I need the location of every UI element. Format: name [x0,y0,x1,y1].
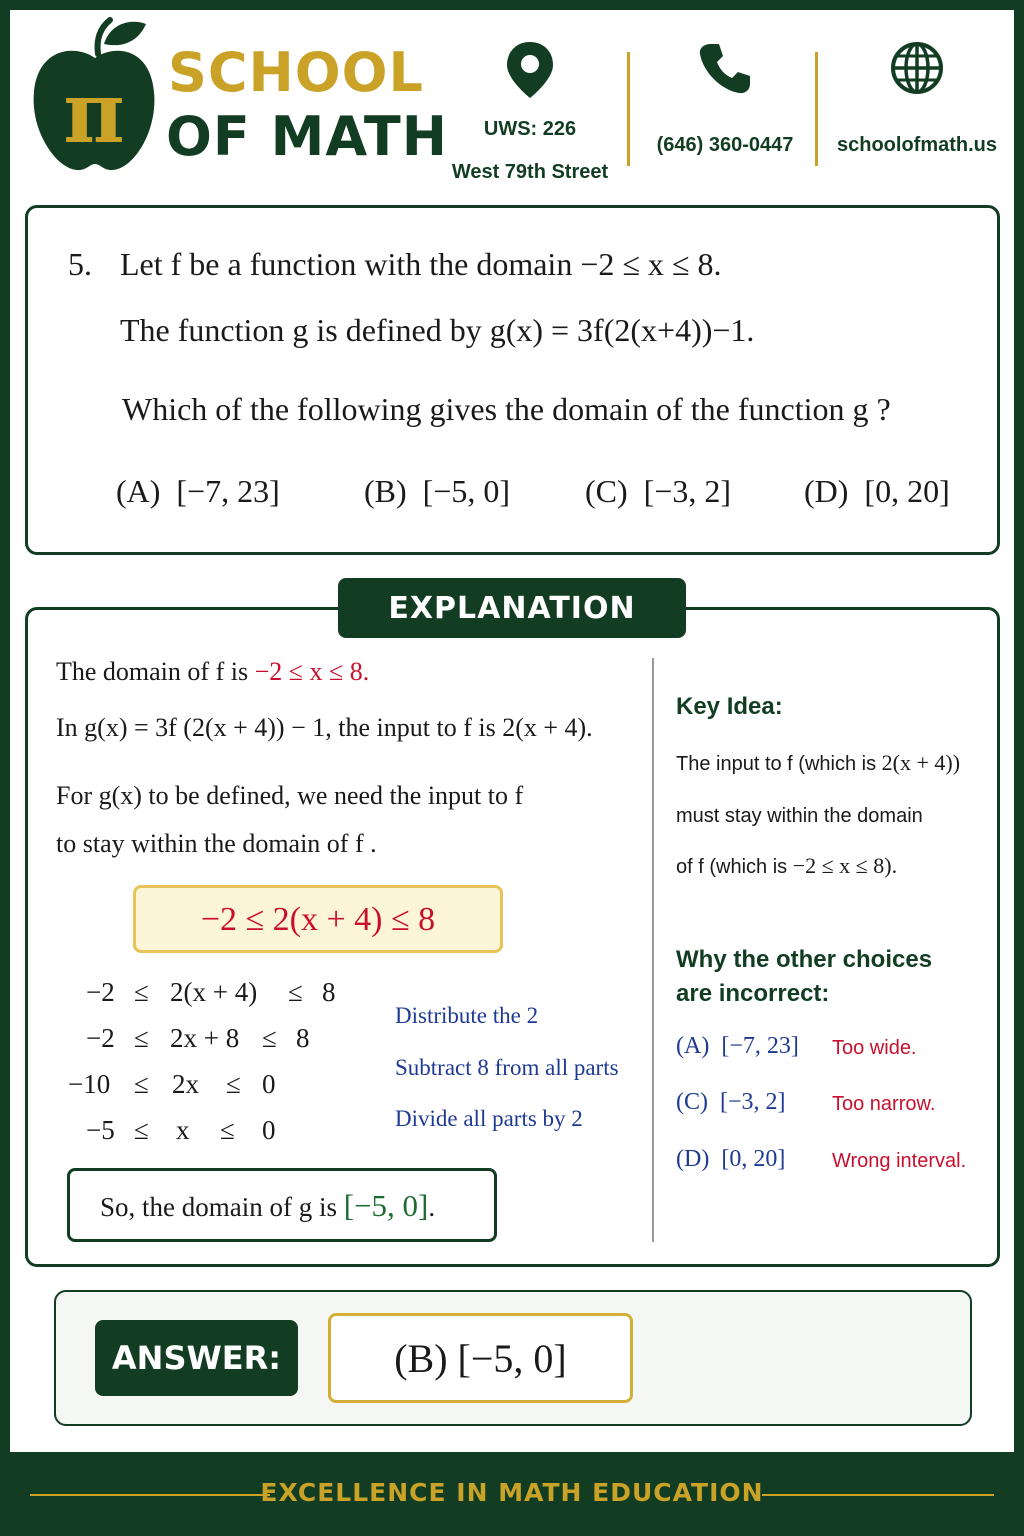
key-idea-title: Key Idea: [676,693,783,720]
phone-block [640,40,810,159]
address-line1: UWS: 226 [483,118,577,140]
why-value: [−7, 23] [721,1033,799,1059]
why-reason: Too wide. [832,1037,917,1059]
choice-value: [−3, 2] [643,473,732,509]
step-op: ≤ [226,1069,241,1099]
conclusion-text: So, the domain of g is [100,1192,344,1222]
website-block [828,40,1006,159]
why-letter: (A) [676,1033,710,1059]
step-left: −10 [68,1069,111,1099]
why-value: [−3, 2] [720,1089,786,1115]
conclusion-end: . [428,1192,436,1222]
explanation-line3: For g(x) to be defined, we need the input to f [56,781,524,810]
map-pin-icon [504,40,556,100]
step-middle: 2(x + 4) [170,977,258,1007]
choice-letter: (C) [585,473,628,509]
why-choice-c [676,1089,786,1116]
explanation-line1 [56,657,369,687]
question-line2 [120,312,754,349]
choice-c[interactable] [585,473,731,510]
why-reason: Too narrow. [832,1093,936,1115]
header-divider [627,52,630,166]
choice-b[interactable] [364,473,510,510]
key-idea-line3-math: −2 ≤ x ≤ 8). [792,853,898,878]
why-letter: (C) [676,1089,708,1115]
brand-name-line2: OF MATH [166,105,448,168]
step-left: −5 [86,1115,115,1145]
step-right: 0 [262,1115,276,1145]
header-divider [815,52,818,166]
key-idea-line1-text: The input to f (which is [676,753,882,775]
why-choice-d [676,1146,785,1173]
step-right: 8 [296,1023,310,1053]
conclusion-value: [−5, 0] [343,1188,429,1223]
step-op: ≤ [262,1023,277,1053]
why-choice-a [676,1033,799,1060]
key-idea-line3-text: of f (which is [676,856,793,878]
step-note: Subtract 8 from all parts [395,1055,619,1080]
question-line2-text: The function g is defined by [120,312,490,348]
step-left: −2 [86,977,115,1007]
address-line2: West 79th Street [451,161,609,183]
answer-label: ANSWER: [95,1320,298,1396]
why-letter: (D) [676,1146,710,1172]
step-op: ≤ [134,977,149,1007]
answer-value: (B) [−5, 0] [328,1313,633,1403]
question-box [25,205,1000,555]
step-op: ≤ [134,1023,149,1053]
choice-value: [−7, 23] [176,473,280,509]
svg-text:π: π [63,63,125,162]
step-left: −2 [86,1023,115,1053]
apple-pi-logo-icon [30,14,160,174]
why-title [676,943,932,1011]
question-line3: Which of the following gives the domain of the function g ? [122,391,891,427]
question-formula: g(x) = 3f(2(x+4))−1. [489,312,755,348]
key-idea-line1 [676,750,960,776]
why-reason: Wrong interval. [832,1150,967,1172]
choice-letter: (B) [364,473,407,509]
domain-of-f: −2 ≤ x ≤ 8. [254,657,370,686]
step-right: 8 [322,977,336,1007]
explanation-title: EXPLANATION [338,578,686,638]
step-note: Distribute the 2 [395,1003,539,1028]
step-middle: 2x + 8 [170,1023,240,1053]
choice-letter: (A) [116,473,161,509]
footer-tagline: EXCELLENCE IN MATH EDUCATION [260,1478,764,1507]
step-middle: 2x [172,1069,199,1099]
key-idea-line2: must stay within the domain [676,805,923,827]
choice-letter: (D) [804,473,849,509]
step-right: 0 [262,1069,276,1099]
phone-number[interactable]: (646) 360-0447 [656,134,794,156]
choice-value: [0, 20] [864,473,950,509]
globe-icon [889,40,945,96]
choice-d[interactable] [804,473,950,510]
why-title-line2: are incorrect: [676,980,830,1007]
step-op: ≤ [220,1115,235,1145]
key-idea-line1-math: 2(x + 4)) [881,750,961,775]
phone-icon [697,40,753,96]
why-value: [0, 20] [721,1146,786,1172]
explanation-line1-text: The domain of f is [56,657,255,686]
question-line1: Let f be a function with the domain −2 ≤ x ≤ 8. [120,246,722,282]
website-link[interactable]: schoolofmath.us [836,134,997,156]
step-op: ≤ [134,1069,149,1099]
question-number: 5. [68,246,92,282]
step-note: Divide all parts by 2 [395,1106,583,1131]
key-inequality: −2 ≤ 2(x + 4) ≤ 8 [133,885,503,953]
explanation-line2: In g(x) = 3f (2(x + 4)) − 1, the input to f is 2(x + 4). [56,713,593,742]
step-middle: x [176,1115,190,1145]
column-divider [652,658,654,1242]
why-title-line1: Why the other choices [676,946,933,973]
step-op: ≤ [288,977,303,1007]
key-idea-line3 [676,853,897,879]
step-op: ≤ [134,1115,149,1145]
choice-value: [−5, 0] [422,473,511,509]
choice-a[interactable] [116,473,280,510]
explanation-line4: to stay within the domain of f . [56,829,377,858]
brand-name-line1: SCHOOL [168,41,424,104]
address-block [440,40,620,186]
conclusion-box [67,1168,497,1242]
